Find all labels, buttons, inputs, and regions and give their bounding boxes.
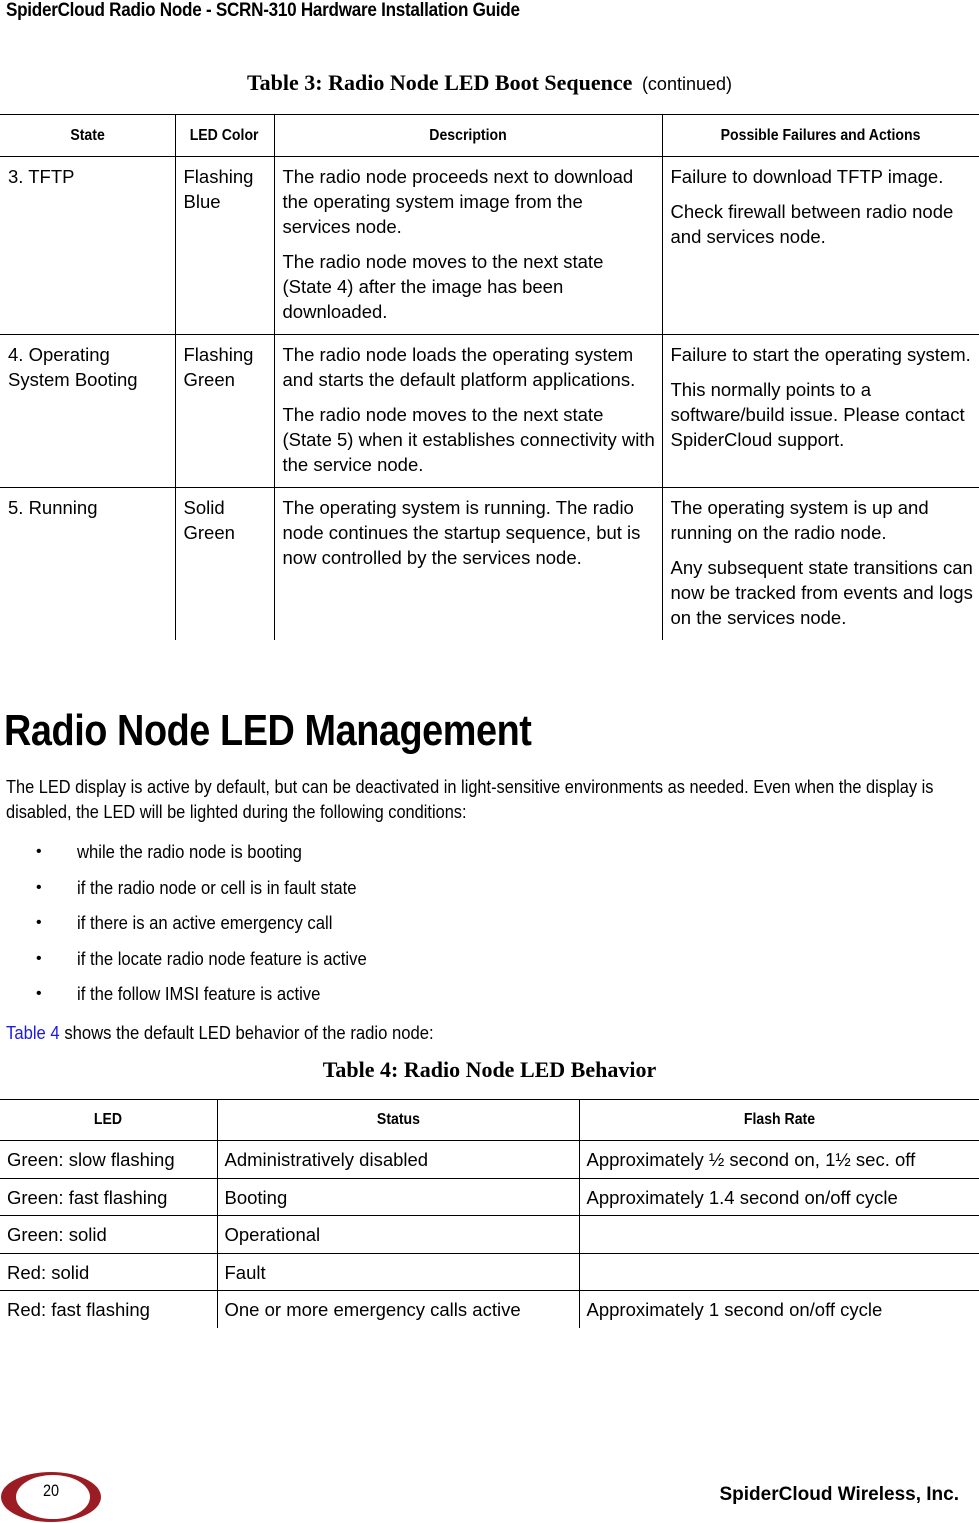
bullet-icon: •: [36, 985, 42, 1002]
table-row: [0, 488, 979, 641]
table4-cross-reference-link[interactable]: Table 4: [6, 1022, 60, 1043]
state-cell: 3. TFTP: [0, 157, 175, 335]
state-cell: 4. Operating System Booting: [0, 335, 175, 488]
table3-header-description: Description: [274, 115, 662, 157]
table-row: [0, 1216, 979, 1254]
led-cell: Green: slow flashing: [0, 1141, 217, 1179]
flash-rate-cell: Approximately ½ second on, 1½ sec. off: [579, 1141, 979, 1179]
failures-cell: [662, 488, 979, 641]
status-cell: Fault: [217, 1253, 579, 1291]
description-cell: [274, 335, 662, 488]
led-cell: Red: solid: [0, 1253, 217, 1291]
status-cell: Booting: [217, 1178, 579, 1216]
failures-paragraph: Any subsequent state transitions can now be tracked from events and logs on the services node.: [670, 557, 973, 628]
table-row: [0, 1141, 979, 1179]
led-boot-sequence-table: [0, 114, 979, 640]
table3-caption: [0, 70, 979, 96]
table-row: [0, 335, 979, 488]
failures-paragraph: This normally points to a software/build issue. Please contact SpiderCloud support.: [670, 379, 965, 450]
description-paragraph: The radio node proceeds next to download the operating system image from the services node.: [282, 166, 634, 237]
led-behavior-table: [0, 1099, 979, 1328]
table3-header-failures: Possible Failures and Actions: [662, 115, 979, 157]
bullet-icon: •: [36, 843, 42, 860]
led-cell: Green: fast flashing: [0, 1178, 217, 1216]
list-item-text: if the radio node or cell is in fault state: [77, 876, 357, 898]
flash-rate-cell: [579, 1216, 979, 1254]
bullet-icon: •: [36, 914, 42, 931]
table-row: [0, 157, 979, 335]
table-row: [0, 1253, 979, 1291]
description-paragraph: The operating system is running. The radio node continues the startup sequence, but is now controlled by the services node.: [282, 497, 641, 568]
table4-header-row: [0, 1100, 979, 1141]
list-item-text: if there is an active emergency call: [77, 912, 333, 933]
table4-header-status: Status: [217, 1100, 579, 1141]
led-color-cell: Flashing Blue: [175, 157, 274, 335]
failures-cell: [662, 335, 979, 488]
bullet-icon: •: [36, 878, 42, 896]
section-heading: Radio Node LED Management: [4, 706, 532, 755]
status-cell: One or more emergency calls active: [217, 1291, 579, 1329]
failures-cell: [662, 157, 979, 335]
led-cell: Green: solid: [0, 1216, 217, 1254]
flash-rate-cell: Approximately 1.4 second on/off cycle: [579, 1178, 979, 1216]
status-cell: Operational: [217, 1216, 579, 1254]
list-item-text: while the radio node is booting: [77, 841, 302, 862]
status-cell: Administratively disabled: [217, 1141, 579, 1179]
table3-caption-continued: (continued): [641, 74, 732, 94]
description-cell: [274, 157, 662, 335]
bullet-icon: •: [36, 949, 42, 967]
list-item-text: if the follow IMSI feature is active: [77, 983, 321, 1004]
failures-paragraph: Failure to download TFTP image.: [670, 166, 944, 187]
table3-caption-title: Table 3: Radio Node LED Boot Sequence: [246, 70, 633, 95]
running-header-title: SpiderCloud Radio Node - SCRN-310 Hardware Installation Guide: [6, 0, 520, 21]
failures-paragraph: Failure to start the operating system.: [670, 344, 971, 365]
table3-header-led-color: LED Color: [175, 115, 274, 157]
description-paragraph: The radio node moves to the next state (State 4) after the image has been downloaded.: [282, 251, 604, 322]
table4-header-flash-rate: Flash Rate: [579, 1100, 979, 1141]
table3-header-row: [0, 115, 979, 157]
table4-caption: Table 4: Radio Node LED Behavior: [322, 1057, 657, 1082]
table4-reference-sentence: [6, 1020, 434, 1045]
led-color-cell: Solid Green: [175, 488, 274, 641]
table-row: [0, 1291, 979, 1329]
intro-paragraph: The LED display is active by default, but can be deactivated in light-sensitive environments as needed. Even when the display is disabled, the LED will be lighted during the following conditions:: [6, 776, 934, 822]
table4-header-led: LED: [0, 1100, 217, 1141]
description-paragraph: The radio node loads the operating system and starts the default platform applications.: [282, 344, 636, 390]
flash-rate-cell: [579, 1253, 979, 1291]
table-row: [0, 1178, 979, 1216]
description-cell: [274, 488, 662, 641]
led-color-cell: Flashing Green: [175, 335, 274, 488]
failures-paragraph: The operating system is up and running on the radio node.: [670, 497, 929, 543]
state-cell: 5. Running: [8, 497, 98, 518]
failures-paragraph: Check firewall between radio node and services node.: [670, 201, 954, 247]
reference-text: shows the default LED behavior of the radio node:: [59, 1022, 434, 1043]
page-number: 20: [42, 1481, 60, 1500]
description-paragraph: The radio node moves to the next state (State 5) when it establishes connectivity with the service node.: [282, 404, 655, 475]
table3-header-state: State: [0, 115, 175, 157]
led-cell: Red: fast flashing: [7, 1299, 150, 1320]
list-item-text: if the locate radio node feature is active: [77, 947, 367, 969]
footer-company-name: SpiderCloud Wireless, Inc.: [719, 1484, 959, 1505]
flash-rate-cell: Approximately 1 second on/off cycle: [579, 1291, 979, 1329]
